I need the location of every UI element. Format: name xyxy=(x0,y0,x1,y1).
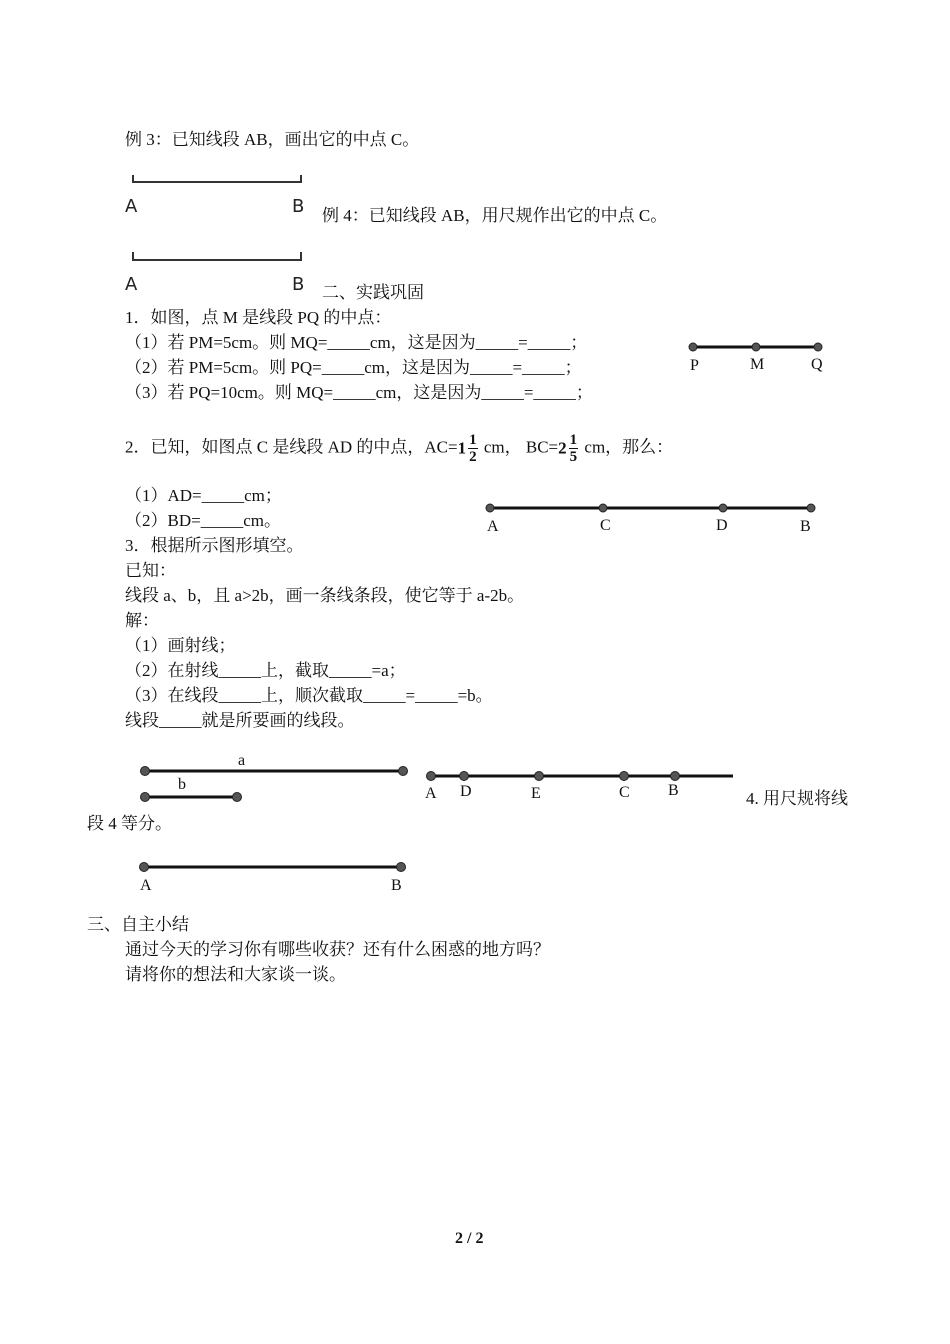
ac-fraction xyxy=(468,432,478,465)
example-3-text: 例 3：已知线段 AB，画出它的中点 C。 xyxy=(125,130,420,149)
label-c: C xyxy=(600,517,611,534)
ray-label-d: D xyxy=(460,783,472,800)
ac-denominator: 2 xyxy=(469,449,477,465)
label-d: D xyxy=(716,517,728,534)
point-a xyxy=(486,504,494,512)
q4-text-part-2: 段 4 等分。 xyxy=(87,814,172,833)
q2-mid: cm， BC= xyxy=(479,437,559,457)
label-a: A xyxy=(140,877,152,894)
q1-part-3: （3）若 PQ=10cm。则 MQ=_____cm，这是因为_____=_____； xyxy=(125,383,593,402)
bc-numerator: 1 xyxy=(569,432,578,448)
segment-a-start xyxy=(141,767,150,776)
point-d xyxy=(719,504,727,512)
ray-label-e: E xyxy=(531,785,541,802)
label-b: B xyxy=(292,196,305,217)
point-b xyxy=(807,504,815,512)
q3-step-3: （3）在线段_____上，顺次截取_____=_____=b。 xyxy=(125,686,493,705)
label-a: A xyxy=(125,196,138,217)
q1-part-1: （1）若 PM=5cm。则 MQ=_____cm，这是因为_____=_____； xyxy=(125,333,588,352)
page-number: 2 / 2 xyxy=(455,1230,484,1247)
ac-numerator: 1 xyxy=(469,432,477,448)
bc-denominator: 5 xyxy=(569,449,578,465)
label-seg-b: b xyxy=(178,776,186,793)
ac-whole: 1 xyxy=(457,438,467,458)
segment-acdb-figure xyxy=(480,498,825,538)
segment-a-end xyxy=(399,767,408,776)
label-a: A xyxy=(487,518,499,535)
section-3-title: 三、自主小结 xyxy=(87,915,189,934)
q2-suffix: cm，那么： xyxy=(580,437,674,457)
q2-prefix: 2．已知，如图点 C 是线段 AD 的中点，AC= xyxy=(125,437,458,457)
q1-stem: 1．如图，点 M 是线段 PQ 的中点： xyxy=(125,308,392,327)
ray-point-b xyxy=(671,772,680,781)
ray-point-e xyxy=(535,772,544,781)
section-3-line-1: 通过今天的学习你有哪些收获？还有什么困惑的地方吗？ xyxy=(125,940,550,959)
ray-label-b: B xyxy=(668,782,679,799)
ray-label-c: C xyxy=(619,784,630,801)
segment-ab-figure-2 xyxy=(122,246,322,298)
label-p: P xyxy=(690,357,699,374)
bc-whole: 2 xyxy=(558,438,567,458)
q3-step-2: （2）在射线_____上，截取_____=a； xyxy=(125,661,406,680)
segments-a-b-figure xyxy=(136,750,421,806)
q3-step-1: （1）画射线； xyxy=(125,636,236,655)
section-2-title: 二、实践巩固 xyxy=(322,283,424,302)
q3-known: 已知： xyxy=(125,561,176,580)
point-b xyxy=(397,863,406,872)
point-c xyxy=(599,504,607,512)
q2-part-2: （2）BD=_____cm。 xyxy=(125,511,281,530)
ray-point-d xyxy=(460,772,469,781)
segment-ab-figure-3 xyxy=(135,856,415,896)
label-b: B xyxy=(391,877,402,894)
label-m: M xyxy=(750,356,765,373)
point-m xyxy=(752,343,760,351)
label-a: A xyxy=(125,274,138,295)
q4-text-part-1: 4. 用尺规将线 xyxy=(746,789,848,808)
segment-ab-figure-1 xyxy=(122,168,322,220)
label-b: B xyxy=(800,518,811,535)
point-p xyxy=(689,343,697,351)
q3-stem: 3．根据所示图形填空。 xyxy=(125,536,304,555)
ray-label-a: A xyxy=(425,785,437,802)
example-4-text: 例 4：已知线段 AB，用尺规作出它的中点 C。 xyxy=(322,206,668,225)
q3-conclusion: 线段_____就是所要画的线段。 xyxy=(125,711,355,730)
point-a xyxy=(140,863,149,872)
segment-b-start xyxy=(141,793,150,802)
q1-part-2: （2）若 PM=5cm。则 PQ=_____cm，这是因为_____=_____； xyxy=(125,358,582,377)
label-b: B xyxy=(292,274,305,295)
label-seg-a: a xyxy=(238,752,246,769)
section-3-line-2: 请将你的想法和大家谈一谈。 xyxy=(125,965,346,984)
ray-adecb-figure xyxy=(420,764,740,804)
ray-point-c xyxy=(620,772,629,781)
q2-part-1: （1）AD=_____cm； xyxy=(125,486,282,505)
bc-fraction xyxy=(569,432,579,465)
q3-solution-label: 解： xyxy=(125,611,159,630)
segment-pq-figure xyxy=(684,336,834,378)
segment-b-end xyxy=(233,793,242,802)
q3-condition: 线段 a、b，且 a>2b，画一条线条段，使它等于 a-2b。 xyxy=(125,586,525,605)
label-q: Q xyxy=(811,356,823,373)
q2-stem xyxy=(125,432,673,465)
point-q xyxy=(814,343,822,351)
ray-point-a xyxy=(427,772,436,781)
